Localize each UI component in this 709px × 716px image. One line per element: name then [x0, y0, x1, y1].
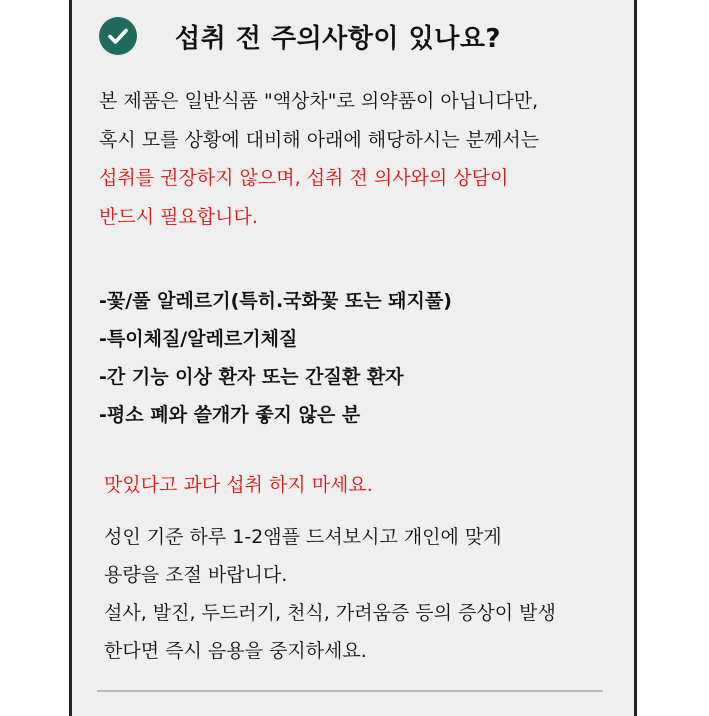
- intro-line: 본 제품은 일반식품 "액상차"로 의약품이 아닙니다만,: [99, 90, 539, 112]
- dosage-line: 용량을 조절 바랍니다.: [104, 564, 288, 586]
- intro-text: [99, 82, 539, 236]
- dosage-text: [104, 518, 556, 670]
- dosage-line: 설사, 발진, 두드러기, 천식, 가려움증 등의 증상이 발생: [104, 602, 556, 624]
- condition-list: [99, 282, 452, 434]
- condition-item: -간 기능 이상 환자 또는 간질환 환자: [99, 366, 404, 388]
- intro-warning-line: 섭취를 권장하지 않으며, 섭취 전 의사와의 상담이: [99, 167, 509, 189]
- condition-item: -평소 폐와 쓸개가 좋지 않은 분: [99, 404, 361, 426]
- dosage-line: 한다면 즉시 음용을 중지하세요.: [104, 640, 367, 662]
- condition-item: -특이체질/알레르기체질: [99, 328, 298, 350]
- condition-item: -꽃/풀 알레르기(특히.국화꽃 또는 돼지풀): [99, 290, 452, 312]
- check-circle-icon: [99, 17, 137, 55]
- intro-warning-line: 반드시 필요합니다.: [99, 205, 258, 228]
- header: [99, 14, 501, 58]
- dosage-line: 성인 기준 하루 1-2앰플 드셔보시고 개인에 맞게: [104, 526, 502, 548]
- overdose-warning: 맛있다고 과다 섭취 하지 마세요.: [104, 474, 373, 496]
- page-title: 섭취 전 주의사항이 있나요?: [175, 23, 502, 54]
- intro-line: 혹시 모를 상황에 대비해 아래에 해당하시는 분께서는: [99, 128, 540, 151]
- divider: [97, 690, 603, 692]
